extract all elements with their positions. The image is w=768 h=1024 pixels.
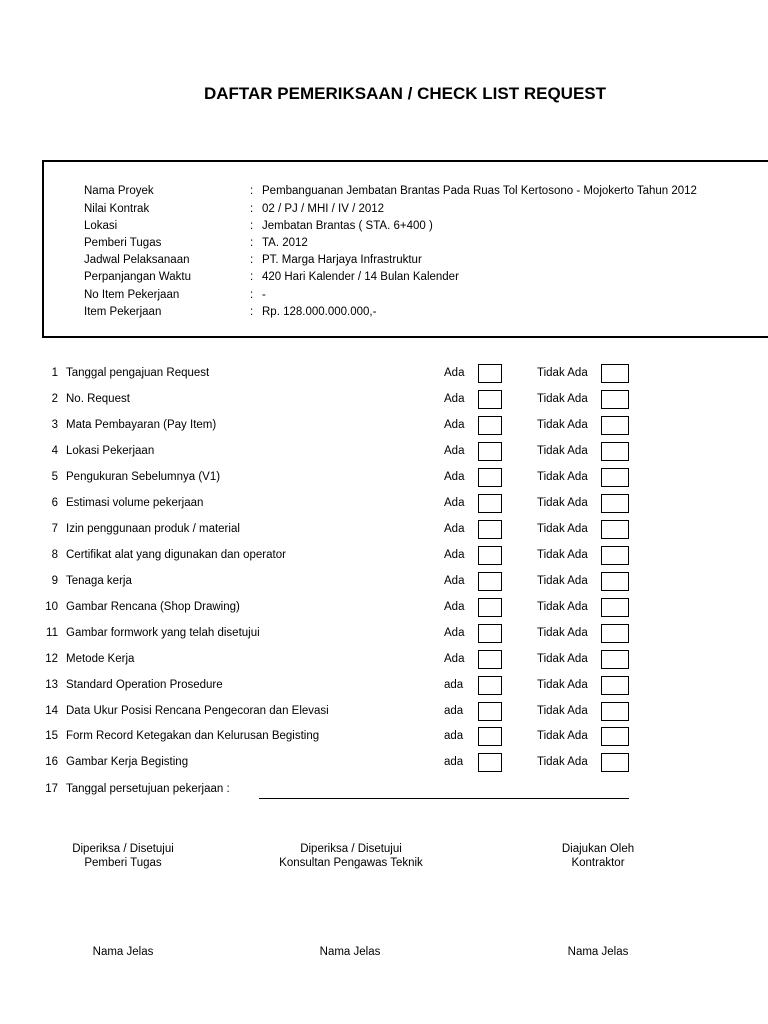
info-value: TA. 2012 — [262, 237, 308, 249]
approval-date-label: Tanggal persetujuan pekerjaan : — [66, 783, 230, 795]
info-label: Nama Proyek — [84, 185, 154, 197]
row-number: 14 — [45, 705, 58, 717]
info-colon: : — [250, 220, 254, 232]
info-colon: : — [250, 254, 254, 266]
tidak-ada-checkbox[interactable] — [601, 598, 629, 617]
row-number: 3 — [51, 419, 58, 431]
ada-checkbox[interactable] — [478, 702, 502, 721]
info-label: Jadwal Pelaksanaan — [84, 254, 190, 266]
checklist-row — [0, 702, 768, 724]
row-number: 11 — [46, 627, 58, 639]
checklist-row — [0, 572, 768, 594]
row-number: 12 — [45, 653, 58, 665]
info-value: PT. Marga Harjaya Infrastruktur — [262, 254, 422, 266]
tidak-ada-label: Tidak Ada — [537, 471, 588, 483]
ada-label: Ada — [444, 471, 465, 483]
tidak-ada-label: Tidak Ada — [537, 367, 588, 379]
checklist-row — [0, 624, 768, 646]
checklist-row — [0, 364, 768, 386]
ada-checkbox[interactable] — [478, 390, 502, 409]
tidak-ada-label: Tidak Ada — [537, 653, 588, 665]
row-number: 2 — [51, 393, 58, 405]
row-number: 9 — [51, 575, 58, 587]
tidak-ada-label: Tidak Ada — [537, 445, 588, 457]
signature-block-pemberi-tugas — [57, 843, 189, 869]
ada-checkbox[interactable] — [478, 624, 502, 643]
ada-checkbox[interactable] — [478, 727, 502, 746]
ada-label: Ada — [444, 653, 465, 665]
signature-role: Konsultan Pengawas Teknik — [279, 857, 423, 869]
ada-checkbox[interactable] — [478, 546, 502, 565]
info-label: Pemberi Tugas — [84, 237, 162, 249]
tidak-ada-label: Tidak Ada — [537, 575, 588, 587]
ada-label: ada — [444, 756, 464, 768]
ada-label: Ada — [444, 497, 465, 509]
row-label: Izin penggunaan produk / material — [66, 523, 240, 535]
checklist-row — [0, 753, 768, 775]
checklist-row — [0, 416, 768, 438]
ada-checkbox[interactable] — [478, 676, 502, 695]
tidak-ada-checkbox[interactable] — [601, 650, 629, 669]
row-label: Gambar formwork yang telah disetujui — [66, 627, 260, 639]
row-number: 1 — [51, 367, 58, 379]
tidak-ada-checkbox[interactable] — [601, 572, 629, 591]
tidak-ada-checkbox[interactable] — [601, 676, 629, 695]
info-colon: : — [250, 271, 254, 283]
ada-label: Ada — [444, 445, 465, 457]
document-title: DAFTAR PEMERIKSAAN / CHECK LIST REQUEST — [203, 84, 607, 103]
ada-label: Ada — [444, 549, 465, 561]
signature-role: Kontraktor — [571, 857, 625, 869]
ada-label: Ada — [444, 523, 465, 535]
tidak-ada-checkbox[interactable] — [601, 520, 629, 539]
ada-checkbox[interactable] — [478, 753, 502, 772]
ada-checkbox[interactable] — [478, 364, 502, 383]
ada-checkbox[interactable] — [478, 416, 502, 435]
row-label: Data Ukur Posisi Rencana Pengecoran dan Elevasi — [66, 705, 329, 717]
tidak-ada-label: Tidak Ada — [537, 756, 588, 768]
tidak-ada-label: Tidak Ada — [537, 419, 588, 431]
row-label: Lokasi Pekerjaan — [66, 445, 155, 457]
tidak-ada-label: Tidak Ada — [537, 679, 588, 691]
row-number: 13 — [45, 679, 58, 691]
info-value: - — [262, 289, 266, 301]
row-label: No. Request — [66, 393, 130, 405]
info-colon: : — [250, 289, 254, 301]
ada-checkbox[interactable] — [478, 598, 502, 617]
tidak-ada-label: Tidak Ada — [537, 730, 588, 742]
tidak-ada-label: Tidak Ada — [537, 705, 588, 717]
tidak-ada-label: Tidak Ada — [537, 523, 588, 535]
row-label: Mata Pembayaran (Pay Item) — [66, 419, 217, 431]
row-label: Metode Kerja — [66, 653, 135, 665]
signature-name-pemberi-tugas: Nama Jelas — [92, 946, 154, 958]
ada-checkbox[interactable] — [478, 468, 502, 487]
checklist-row — [0, 676, 768, 698]
row-number: 15 — [45, 730, 58, 742]
tidak-ada-label: Tidak Ada — [537, 627, 588, 639]
info-label: Lokasi — [84, 220, 118, 232]
row-label: Tanggal pengajuan Request — [66, 367, 210, 379]
row-label: Tenaga kerja — [66, 575, 132, 587]
row-label: Gambar Kerja Begisting — [66, 756, 189, 768]
checklist-row — [0, 546, 768, 568]
ada-checkbox[interactable] — [478, 494, 502, 513]
tidak-ada-checkbox[interactable] — [601, 364, 629, 383]
row-number: 8 — [51, 549, 58, 561]
signature-name-konsultan: Nama Jelas — [319, 946, 381, 958]
info-label: No Item Pekerjaan — [84, 289, 180, 301]
tidak-ada-checkbox[interactable] — [601, 702, 629, 721]
ada-label: Ada — [444, 627, 465, 639]
ada-label: Ada — [444, 367, 465, 379]
row-number: 6 — [51, 497, 58, 509]
tidak-ada-checkbox[interactable] — [601, 494, 629, 513]
checklist-row — [0, 727, 768, 749]
project-info-box — [42, 160, 768, 338]
ada-label: ada — [444, 730, 464, 742]
checklist-row — [0, 520, 768, 542]
signature-block-konsultan — [270, 843, 432, 869]
checklist-row — [0, 390, 768, 412]
row-label: Pengukuran Sebelumnya (V1) — [66, 471, 221, 483]
tidak-ada-checkbox[interactable] — [601, 442, 629, 461]
tidak-ada-checkbox[interactable] — [601, 416, 629, 435]
ada-label: Ada — [444, 575, 465, 587]
checklist-row — [0, 442, 768, 464]
info-colon: : — [250, 203, 254, 215]
row-label: Gambar Rencana (Shop Drawing) — [66, 601, 240, 613]
info-value: Rp. 128.000.000.000,- — [262, 306, 377, 318]
signature-caption: Diperiksa / Disetujui — [300, 843, 402, 855]
tidak-ada-label: Tidak Ada — [537, 393, 588, 405]
row-label: Standard Operation Prosedure — [66, 679, 223, 691]
ada-label: Ada — [444, 393, 465, 405]
row-number: 17 — [45, 783, 58, 795]
ada-label: Ada — [444, 419, 465, 431]
tidak-ada-checkbox[interactable] — [601, 624, 629, 643]
row-number: 10 — [45, 601, 58, 613]
ada-checkbox[interactable] — [478, 572, 502, 591]
ada-label: ada — [444, 679, 464, 691]
info-colon: : — [250, 185, 254, 197]
tidak-ada-checkbox[interactable] — [601, 753, 629, 772]
tidak-ada-checkbox[interactable] — [601, 468, 629, 487]
ada-checkbox[interactable] — [478, 650, 502, 669]
signature-caption: Diajukan Oleh — [561, 843, 635, 855]
tidak-ada-label: Tidak Ada — [537, 497, 588, 509]
approval-date-line[interactable] — [259, 798, 629, 799]
row-label: Form Record Ketegakan dan Kelurusan Begisting — [66, 730, 320, 742]
row-number: 16 — [45, 756, 58, 768]
row-label: Certifikat alat yang digunakan dan operator — [66, 549, 286, 561]
info-colon: : — [250, 306, 254, 318]
signature-block-kontraktor — [542, 843, 654, 869]
row-number: 7 — [51, 523, 58, 535]
info-value: 420 Hari Kalender / 14 Bulan Kalender — [262, 271, 459, 283]
info-label: Nilai Kontrak — [84, 203, 150, 215]
info-value: Pembanguanan Jembatan Brantas Pada Ruas Tol Kertosono - Mojokerto Tahun 2012 — [262, 185, 697, 197]
row-label: Estimasi volume pekerjaan — [66, 497, 204, 509]
info-colon: : — [250, 237, 254, 249]
tidak-ada-checkbox[interactable] — [601, 546, 629, 565]
ada-label: ada — [444, 705, 464, 717]
row-number: 4 — [51, 445, 58, 457]
signature-caption: Diperiksa / Disetujui — [72, 843, 174, 855]
ada-checkbox[interactable] — [478, 442, 502, 461]
info-value: Jembatan Brantas ( STA. 6+400 ) — [262, 220, 433, 232]
row-number: 5 — [51, 471, 58, 483]
info-label: Item Pekerjaan — [84, 306, 162, 318]
checklist-row — [0, 494, 768, 516]
checklist-row — [0, 468, 768, 490]
info-label: Perpanjangan Waktu — [84, 271, 191, 283]
ada-checkbox[interactable] — [478, 520, 502, 539]
tidak-ada-label: Tidak Ada — [537, 549, 588, 561]
tidak-ada-checkbox[interactable] — [601, 727, 629, 746]
signature-name-kontraktor: Nama Jelas — [567, 946, 629, 958]
ada-label: Ada — [444, 601, 465, 613]
signature-role: Pemberi Tugas — [84, 857, 162, 869]
checklist-row — [0, 650, 768, 672]
checklist-row — [0, 598, 768, 620]
tidak-ada-label: Tidak Ada — [537, 601, 588, 613]
info-value: 02 / PJ / MHI / IV / 2012 — [262, 203, 385, 215]
tidak-ada-checkbox[interactable] — [601, 390, 629, 409]
